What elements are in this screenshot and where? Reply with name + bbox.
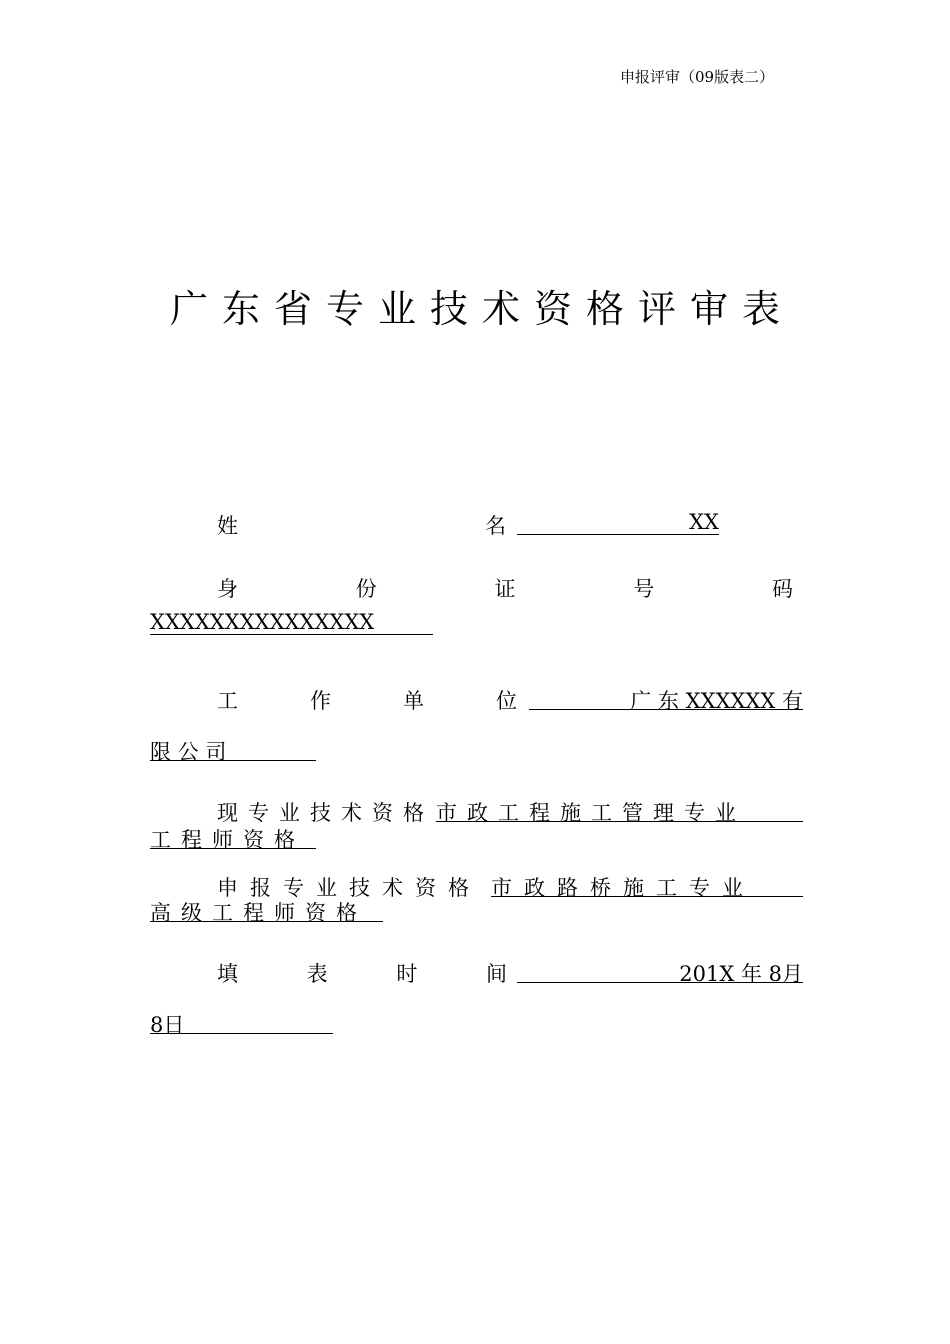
- id-number-labels: [217, 573, 793, 603]
- name-row: [217, 510, 719, 540]
- name-value[interactable]: XX: [517, 510, 719, 535]
- fill-date-row: [217, 958, 803, 988]
- applied-qualification-value-line2[interactable]: 高级工程师资格: [150, 897, 383, 922]
- id-number-value[interactable]: XXXXXXXXXXXXXXX: [150, 610, 433, 635]
- fill-date-label-char: 时: [396, 962, 418, 986]
- fill-date-labels: [217, 958, 507, 988]
- fill-date-value-line2[interactable]: 8日: [150, 1009, 333, 1034]
- id-label-char: 证: [494, 577, 516, 601]
- fill-date-value-line1[interactable]: 201X 年 8月: [517, 958, 803, 983]
- employer-label-char: 单: [403, 689, 424, 713]
- form-code: 申报评审（09版表二）: [620, 68, 775, 86]
- employer-label-char: 位: [496, 689, 517, 713]
- id-label-char: 身: [217, 577, 238, 601]
- current-qualification-label: 现专业技术资格: [217, 801, 434, 825]
- fill-date-label-char: 填: [217, 962, 238, 986]
- fill-date-label-char: 表: [306, 962, 328, 986]
- current-qualification-value-line2[interactable]: 工程师资格: [150, 824, 316, 849]
- page-title: 广东省专业技术资格评审表: [170, 287, 795, 331]
- name-label-1: 姓: [217, 514, 238, 538]
- current-qualification-value-line1[interactable]: 市政工程施工管理专业: [436, 797, 803, 822]
- employer-value-line1[interactable]: 广 东 XXXXXX 有: [529, 685, 803, 710]
- name-label-2: 名: [485, 514, 506, 538]
- employer-value-line2[interactable]: 限 公 司: [150, 736, 316, 761]
- current-qualification-row: [217, 797, 803, 827]
- employer-labels: [217, 685, 517, 715]
- fill-date-label-char: 间: [485, 962, 507, 986]
- applied-qualification-label: 申报专业技术资格: [217, 876, 481, 900]
- employer-label-char: 作: [310, 689, 331, 713]
- id-label-char: 份: [355, 577, 377, 601]
- employer-label-char: 工: [217, 689, 238, 713]
- id-label-char: 码: [772, 577, 793, 601]
- employer-row: [217, 685, 803, 715]
- applied-qualification-value-line1[interactable]: 市政路桥施工专业: [491, 872, 803, 897]
- id-label-char: 号: [633, 577, 655, 601]
